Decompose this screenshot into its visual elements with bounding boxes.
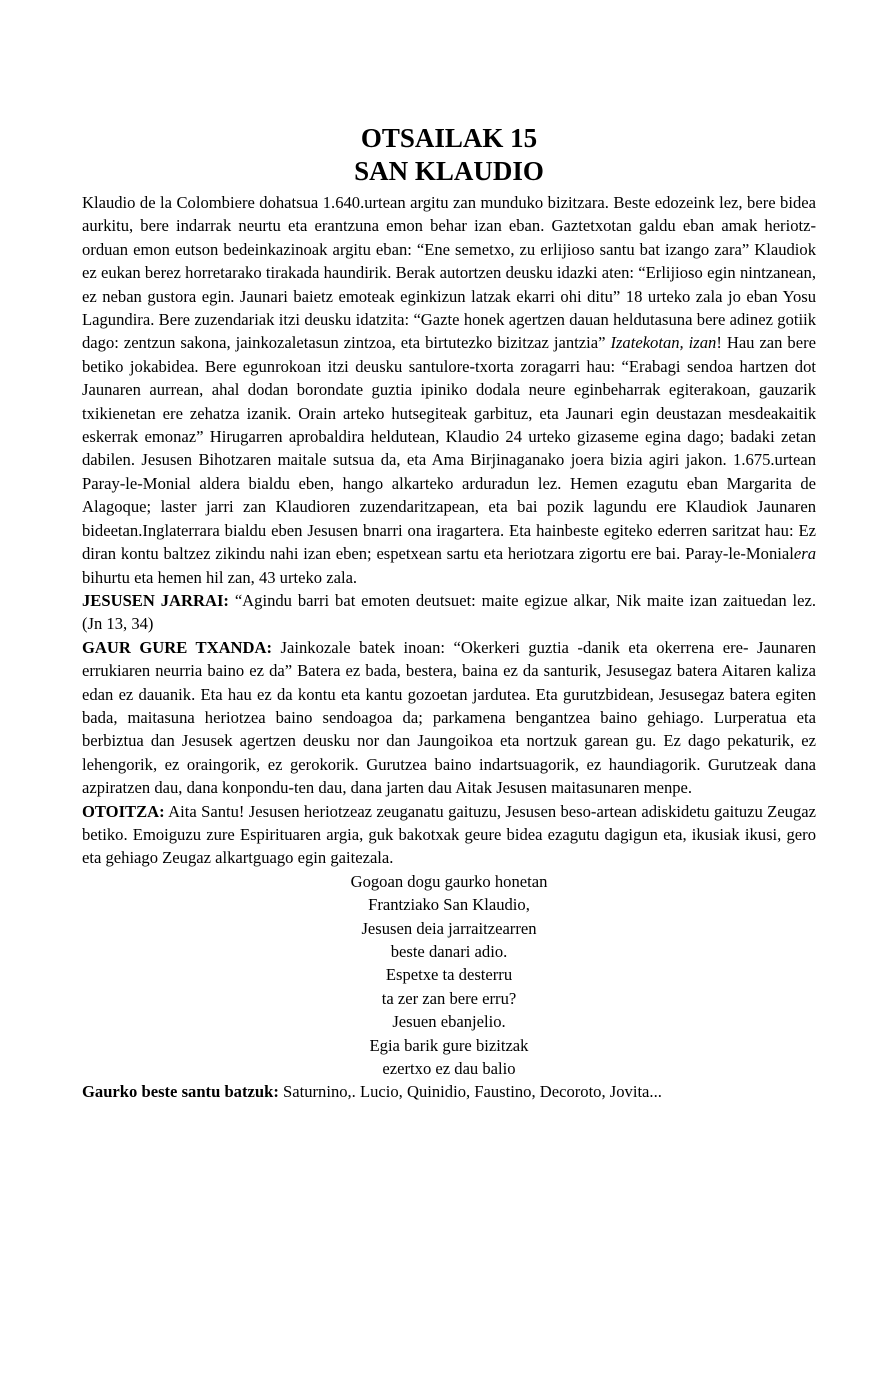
- document-page: [82, 122, 816, 1104]
- poem-line: Frantziako San Klaudio,: [368, 895, 530, 915]
- txanda-label: GAUR GURE TXANDA:: [82, 637, 273, 657]
- page-title-date: OTSAILAK 15: [360, 123, 538, 153]
- poem: [82, 870, 816, 1081]
- other-saints-text: Saturnino,. Lucio, Quinidio, Faustino, Decoroto, Jovita...: [278, 1082, 662, 1102]
- poem-line: Jesusen deia jarraitzearren: [361, 918, 537, 938]
- other-saints-label: Gaurko beste santu batzuk:: [82, 1082, 279, 1102]
- poem-line: Egia barik gure bizitzak: [369, 1035, 529, 1055]
- poem-line: beste danari adio.: [390, 942, 508, 961]
- biography-italic-suffix: era: [793, 544, 816, 564]
- jarrai-text: “Agindu barri bat emoten deutsuet: maite egizue alkar, Nik maite izan zaituedan lez. (Jn 13, 34): [82, 590, 816, 634]
- poem-line: Gogoan dogu gaurko honetan: [350, 871, 548, 891]
- poem-line: ta zer zan bere erru?: [381, 988, 517, 1008]
- biography-paragraph: [82, 191, 816, 589]
- page-title-saint: SAN KLAUDIO: [354, 156, 544, 186]
- poem-line: Espetxe ta desterru: [385, 965, 513, 985]
- jarrai-paragraph: [82, 589, 816, 636]
- biography-text-part3: bihurtu eta hemen hil zan, 43 urteko zala.: [82, 567, 358, 587]
- biography-italic-motto: Izatekotan, izan: [610, 333, 717, 353]
- biography-text-part1: Klaudio de la Colombiere dohatsua 1.640.urtean argitu zan munduko bizitzara. Beste edozeink lez, bere bidea aurkitu, bere indarrak neurtu eta erantzuna emon behar izan eban. Gaztetxotan galdu eban amak heriotz-orduan emon eutson bedeinkazinoak argitu eban: “Ene semetxo, zu erlijioso santu bat izango zara” Klaudiok ez eukan berez horretarako tirakada haundirik. Berak autortzen deusku idazki aten: “Erlijioso egin nintzanean, ez neban gustora egin. Jaunari baietz emoteak eginkizun latzak ekarri ohi ditu” 18 urteko zala jo eban Yosu Lagundira. Bere zuzendariak itzi deusku idatzita: “Gazte honek agertzen dauan heldutasuna bere adinez gotiik dago: zentzun sakona, jainkozaletasun zintzoa, eta birtutezko bizitzaz jantzia”: [82, 193, 816, 353]
- jarrai-label: JESUSEN JARRAI:: [82, 590, 229, 610]
- otoitza-text: Aita Santu! Jesusen heriotzeaz zeuganatu gaituzu, Jesusen beso-artean adiskidetu gaituzu Zeugaz betiko. Emoiguzu zure Espirituaren argia, guk bakotxak geure bidea ezagutu dagigun eta, ikusiak ikusi, gero eta gehiago Zeugaz alkartguago egin gaitezala.: [82, 801, 816, 868]
- txanda-text: Jainkozale batek inoan: “Okerkeri guztia -danik eta okerrena ere- Jaunaren errukiaren neurria baino ez da” Batera ez bada, bestera, baina ez da santurik, Jesusegaz batera Aitaren kaliza edan ez dauanik. Eta hau ez da kontu eta kantu gozoetan jardutea. Eta gurutzbidean, Jesusegaz batera egiten bada, maitasuna heriotzea baino sendoagoa da; parkamena bengantzea baino gehiago. Lurperatua eta berbiztua dan Jesusek agertzen deusku nor dan Jaungoikoa eta nortzuk garean gu. Ez dago pekaturik, ez lehengorik, ez oraingorik, ez gerokorik. Gurutzea baino indartsuagorik, ez haundiagorik. Gurutzeak dana azpiratzen dau, dana konpondu-ten dau, dana jarten dau Aitak Jesusen maitasunaren menpe.: [82, 637, 817, 798]
- poem-line: Jesuen ebanjelio.: [392, 1012, 506, 1032]
- biography-text-part2: ! Hau zan bere betiko jokabidea. Bere egunrokoan itzi deusku santulore-txorta zoragarri hau: “Erabagi sendoa hartzen dot Jaunaren aurrean, ahal dodan borondate guztia ipiniko dodala neure eginbeharrak egiterakoan, gauzarik txikienetan ere zehatza izanik. Orain arteko hutsegiteak garbituz, eta Jaunari egin deustazan mesdeakaitik eskerrak emonaz” Hirugarren aprobaldira heldutean, Klaudio 24 urteko gizaseme egina dago; badaki zetan dabilen. Jesusen Bihotzaren maitale sutsua da, eta Ama Birjinaganako joera bizia agiri jakon. 1.675.urtean Paray-le-Monial aldera bialdu eben, hango alkarteko arduradun lez. Hemen ezagutu eban Margarita de Alagoque; laster jarri zan Klaudioren zuzendaritzapean, eta bai pozik lagundu ere Klaudiok Jaunaren bideetan.Inglaterrara bialdu eben Jesusen bnarri ona iragartera. Eta hainbeste egiteko ederren saritzat hau: Ez diran kontu baltzez zikindu nahi izan eben; espetxean sartu eta heriotzara zigortu ere bai. Paray-le-Monial: [82, 333, 816, 564]
- otoitza-label: OTOITZA:: [82, 801, 165, 821]
- other-saints-paragraph: [82, 1080, 816, 1103]
- txanda-paragraph: [82, 636, 816, 800]
- otoitza-paragraph: [82, 800, 816, 870]
- poem-line: ezertxo ez dau balio: [382, 1059, 516, 1079]
